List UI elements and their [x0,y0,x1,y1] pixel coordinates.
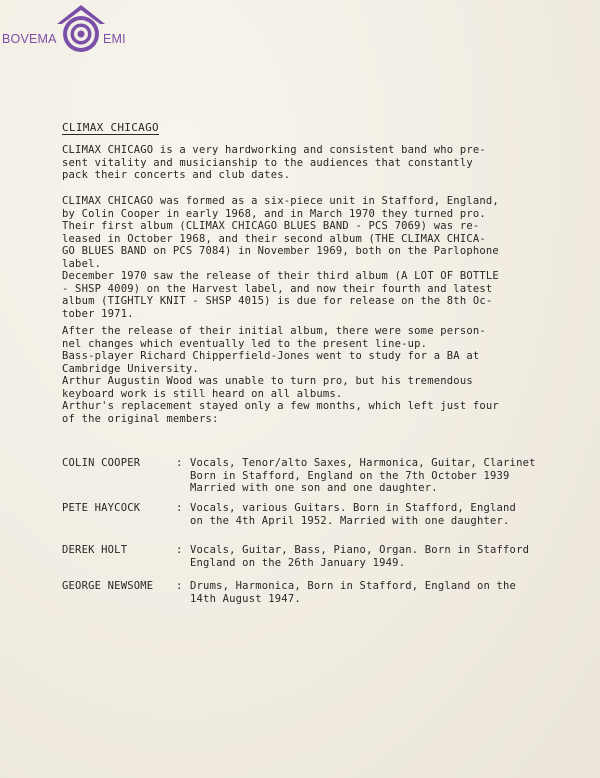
intro-paragraph: CLIMAX CHICAGO is a very hardworking and consistent band who pre- sent vitality and musicianship to the audiences that constantly pack their concerts and club dates. [62,144,486,181]
member-entry [62,544,592,580]
document-title: CLIMAX CHICAGO [62,121,159,134]
member-entry [62,502,592,544]
logo-left-text: BOVEMA [2,32,57,46]
member-name: DEREK HOLT [62,544,128,556]
member-separator: : [176,502,183,514]
member-list [62,457,592,610]
member-entry [62,457,592,502]
member-separator: : [176,544,183,556]
member-name: COLIN COOPER [62,457,141,469]
member-description: Vocals, Tenor/alto Saxes, Harmonica, Guitar, Clarinet Born in Stafford, England on the 7th October 1939 Married with one son and one daughter. [190,457,536,494]
member-separator: : [176,580,183,592]
logo-right-text: EMI [103,32,126,46]
member-description: Vocals, various Guitars. Born in Stafford, England on the 4th April 1952. Married with one daughter. [190,502,517,527]
lineup-paragraph: After the release of their initial album, there were some person- nel changes which eventually led to the present line-up. Bass-player Richard Chipperfield-Jones went to study for a BA at Cambridge University. Arthur Augustin Wood was unable to turn pro, but his tremendous keyboard work is still heard on all albums. Arthur's replacement stayed only a few months, which left just four of the original members: [62,325,499,425]
member-description: Vocals, Guitar, Bass, Piano, Organ. Born in Stafford England on the 26th January 1949. [190,544,530,569]
member-separator: : [176,457,183,469]
history-paragraph: CLIMAX CHICAGO was formed as a six-piece unit in Stafford, England, by Colin Cooper in early 1968, and in March 1970 they turned pro. Their first album (CLIMAX CHICAGO BLUES BAND - PCS 7069) was re- leased in October 1968, and their second album (THE CLIMAX CHICA- GO BLUES BAND on PCS 7084) in November 1969, both on the Parlophone label. December 1970 saw the release of their third album (A LOT OF BOTTLE - SHSP 4009) on the Harvest label, and now their fourth and latest album (TIGHTLY KNIT - SHSP 4015) is due for release on the 8th Oc- tober 1971. [62,195,499,320]
member-name: PETE HAYCOCK [62,502,141,514]
member-name: GEORGE NEWSOME [62,580,154,592]
member-description: Drums, Harmonica, Born in Stafford, England on the 14th August 1947. [190,580,517,605]
member-entry [62,580,592,610]
letterhead-logo [0,0,150,62]
house-target-icon [52,2,110,56]
